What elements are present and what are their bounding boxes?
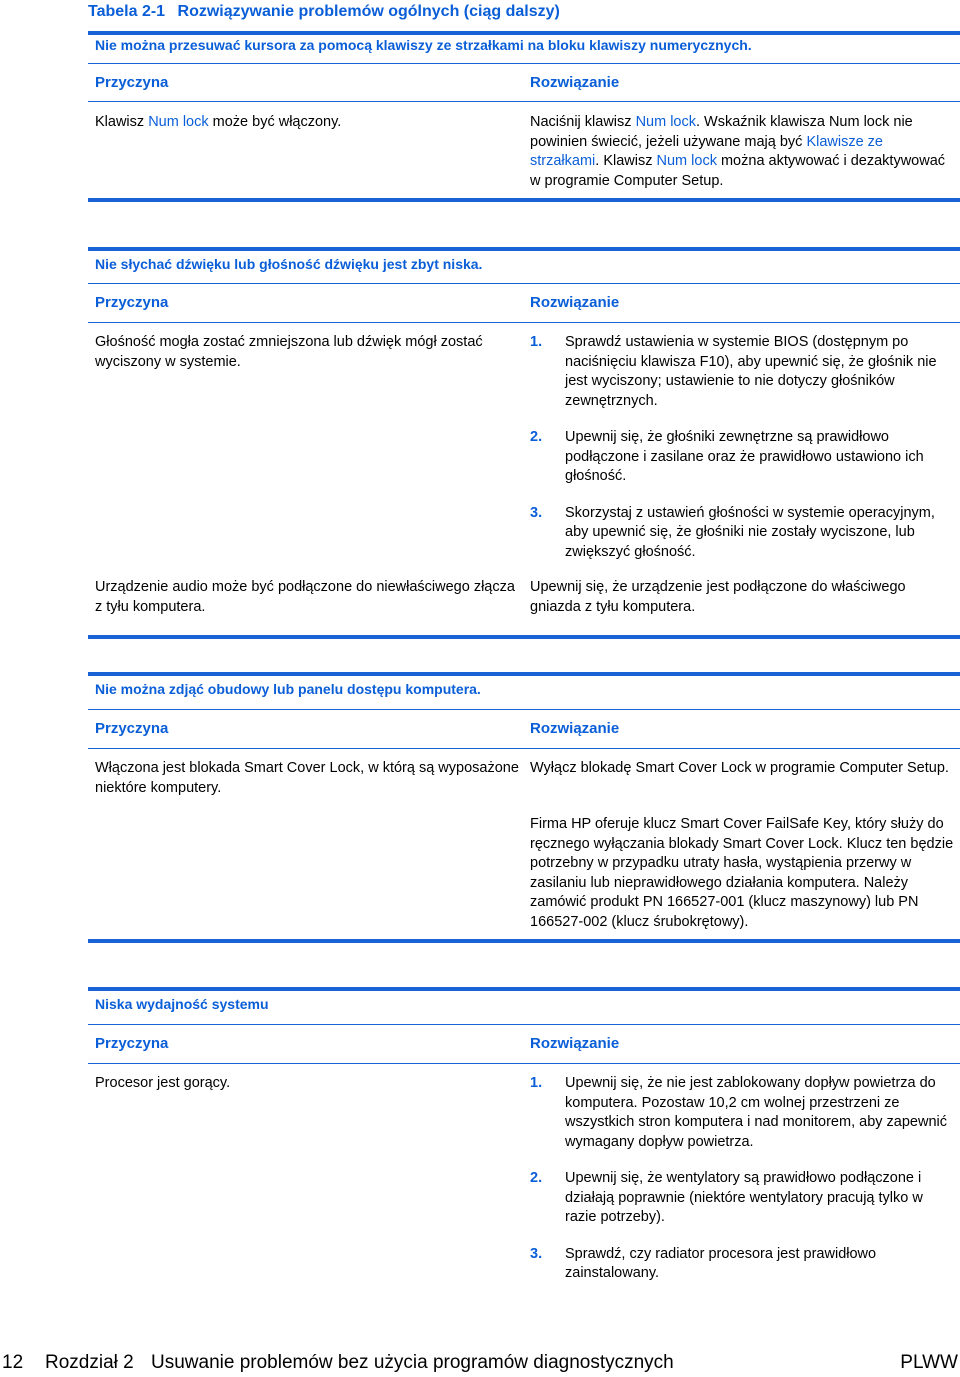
solution-text: można aktywować i dezaktywować w programie Computer Setup. <box>530 153 946 189</box>
solution-steps <box>530 1074 955 1284</box>
solution-steps <box>530 333 955 562</box>
section-top-rule <box>88 672 960 676</box>
header-divider <box>88 101 960 102</box>
step-item <box>530 1169 955 1228</box>
solution-column-header: Rozwiązanie <box>530 74 620 91</box>
key-name: Num lock <box>656 153 717 169</box>
header-divider <box>88 1063 960 1064</box>
step-number: 3. <box>530 504 543 521</box>
solution-cell <box>530 113 955 191</box>
header-divider <box>88 748 960 749</box>
section-top-rule <box>88 31 960 35</box>
solution-cell: Upewnij się, że urządzenie jest podłączone do właściwego gniazda z tyłu komputera. <box>530 579 906 615</box>
solution-text: Naciśnij klawisz <box>530 114 636 130</box>
section-divider <box>88 709 960 710</box>
section-heading: Nie słychać dźwięku lub głośność dźwięku jest zbyt niska. <box>95 256 483 272</box>
cause-text: może być włączony. <box>208 114 342 130</box>
step-number: 2. <box>530 429 543 445</box>
table-title: Rozwiązywanie problemów ogólnych (ciąg dalszy) <box>177 3 560 20</box>
cause-cell: Włączona jest blokada Smart Cover Lock, w którą są wyposażone niektóre komputery. <box>95 760 519 796</box>
section-top-rule <box>88 247 960 251</box>
key-name: Num lock <box>635 114 696 130</box>
step-item <box>530 333 955 411</box>
solution-cell: Wyłącz blokadę Smart Cover Lock w programie Computer Setup. <box>530 760 949 776</box>
section-top-rule <box>88 987 960 991</box>
chapter-title: Usuwanie problemów bez użycia programów diagnostycznych <box>151 1352 674 1373</box>
cause-cell: Urządzenie audio może być podłączone do niewłaściwego złącza z tyłu komputera. <box>95 579 515 615</box>
step-text: Sprawdź, czy radiator procesora jest prawidłowo zainstalowany. <box>565 1245 877 1281</box>
step-number: 1. <box>530 1075 543 1091</box>
cause-column-header: Przyczyna <box>95 74 169 91</box>
step-number: 1. <box>530 334 543 350</box>
solution-text: . Wskaźnik klawisza Num lock nie powinien świecić, jeżeli używane mają być <box>530 114 913 150</box>
key-name: Klawisze ze strzałkami <box>530 133 883 169</box>
cause-column-header: Przyczyna <box>95 720 169 737</box>
cause-cell: Procesor jest gorący. <box>95 1075 231 1091</box>
section-divider <box>88 1024 960 1025</box>
cause-cell <box>95 113 520 133</box>
section-divider <box>88 63 960 64</box>
section-heading: Nie można zdjąć obudowy lub panelu dostępu komputera. <box>95 681 481 697</box>
document-code: PLWW <box>900 1352 958 1373</box>
section-bottom-rule <box>88 198 960 202</box>
section-bottom-rule <box>88 939 960 943</box>
cause-column-header: Przyczyna <box>95 294 169 311</box>
step-text: Upewnij się, że nie jest zablokowany dopływ powietrza do komputera. Pozostaw 10,2 cm wolnej przestrzeni ze wszystkich stron komputera i nad monitorem, aby zapewnić wymagany dopływ powietrza. <box>565 1075 947 1150</box>
table-caption <box>88 3 560 21</box>
section-heading: Niska wydajność systemu <box>95 996 269 1012</box>
step-text: Upewnij się, że wentylatory są prawidłowo podłączone i działają poprawnie (niektóre wentylatory pracują tylko w razie potrzeby). <box>565 1170 923 1225</box>
cause-column-header: Przyczyna <box>95 1035 169 1052</box>
solution-column-header: Rozwiązanie <box>530 1035 620 1052</box>
section-heading: Nie można przesuwać kursora za pomocą klawiszy ze strzałkami na bloku klawiszy numerycznych. <box>95 37 752 53</box>
step-item <box>530 428 955 487</box>
section-bottom-rule <box>88 635 960 639</box>
step-text: Sprawdź ustawienia w systemie BIOS (dostępnym po naciśnięciu klawisza F10), aby upewnić się, że głośnik nie jest wyciszony; ustawienie to nie dotyczy głośników zewnętrznych. <box>565 334 937 409</box>
step-number: 2. <box>530 1170 543 1186</box>
chapter-label: Rozdział 2 <box>45 1352 134 1373</box>
step-text: Skorzystaj z ustawień głośności w systemie operacyjnym, aby upewnić się, że głośniki nie zostały wyciszone, lub zwiększyć głośność. <box>565 504 935 560</box>
solution-cell: Firma HP oferuje klucz Smart Cover FailSafe Key, który służy do ręcznego wyłączania blokady Smart Cover Lock. Klucz ten będzie potrzebny w przypadku utraty hasła, wystąpienia przerwy w zasilaniu lub nieprawidłowego działania komputera. Należy zamówić produkt PN 166527-001 (klucz maszynowy) lub PN 166527-002 (klucz śrubokrętowy). <box>530 816 954 930</box>
page-number: 12 <box>2 1352 24 1373</box>
solution-column-header: Rozwiązanie <box>530 294 620 311</box>
step-item <box>530 504 955 563</box>
step-number: 3. <box>530 1245 543 1262</box>
header-divider <box>88 322 960 323</box>
step-text: Upewnij się, że głośniki zewnętrzne są prawidłowo podłączone i zasilane oraz że prawidłowo ustawiono ich głośność. <box>565 429 924 484</box>
cause-cell: Głośność mogła zostać zmniejszona lub dźwięk mógł zostać wyciszony w systemie. <box>95 334 483 370</box>
cause-text: Klawisz <box>95 114 149 130</box>
step-item <box>530 1245 955 1284</box>
key-name: Num lock <box>148 114 209 130</box>
step-item <box>530 1074 955 1152</box>
solution-column-header: Rozwiązanie <box>530 720 620 737</box>
solution-text: . Klawisz <box>595 153 657 169</box>
table-number: Tabela 2-1 <box>88 3 166 20</box>
section-divider <box>88 283 960 284</box>
